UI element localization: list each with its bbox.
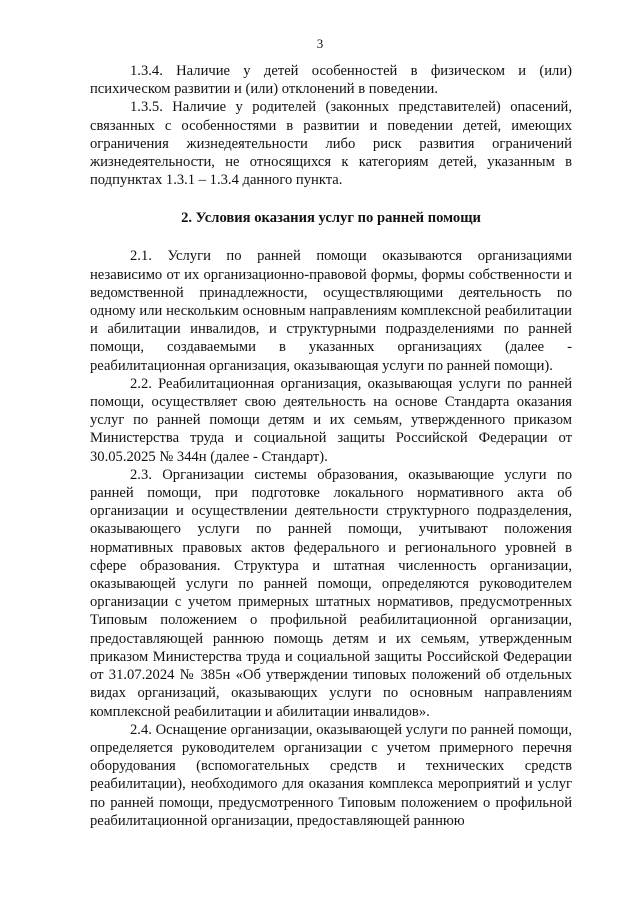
paragraph-2-1: 2.1. Услуги по ранней помощи оказываются организациями независимо от их организационно-правовой формы, формы собственности и ведомственной принадлежности, осуществляющими деятельность по одному или нескольким основным направлениям комплексной реабилитации и абилитации инвалидов, и структурными подразделениями по ранней помощи, создаваемыми в указанных организациях (далее - реабилитационная организация, оказывающая услуги по ранней помощи). — [90, 248, 572, 374]
paragraph-1-3-4: 1.3.4. Наличие у детей особенностей в физическом и (или) психическом развитии и (или) отклонений в поведении. — [90, 63, 572, 98]
paragraph-2-3: 2.3. Организации системы образования, оказывающие услуги по ранней помощи, при подготовке локального нормативного акта об организации и осуществлении деятельности структурного подразделения, оказывающего услуги по ранней помощи, учитывают положения нормативных правовых актов федерального и регионального уровней в сфере образования. Структура и штатная численность организации, оказывающей услуги по ранней помощи, определяются руководителем организации с учетом примерных штатных нормативов, предусмотренных Типовым положением о профильной реабилитационной организации, предоставляющей раннюю помощь детям и их семьям, утвержденным приказом Министерства труда и социальной защиты Российской Федерации от 31.07.2024 № 385н «Об утверждении типовых положений об отдельных видах организаций, оказывающих услуги по основным направлениям комплексной реабилитации и абилитации инвалидов». — [90, 466, 572, 720]
paragraph-2-4: 2.4. Оснащение организации, оказывающей услуги по ранней помощи, определяется руководителем организации с учетом примерного перечня оборудования (вспомогательных средств и технических средств реабилитации), необходимого для оказания комплекса мероприятий и услуг по ранней помощи, предусмотренного Типовым положением о профильной реабилитационной организации, предоставляющей раннюю — [90, 721, 572, 829]
page-number: 3 — [316, 36, 324, 51]
paragraph-1-3-5: 1.3.5. Наличие у родителей (законных представителей) опасений, связанных с особенностями в развитии и поведении детей, имеющих ограничения жизнедеятельности либо риск развития ограничений жизнедеятельности, не относящихся к категориям детей, указанным в подпунктах 1.3.1 – 1.3.4 данного пункта. — [90, 99, 572, 189]
paragraph-2-2: 2.2. Реабилитационная организация, оказывающая услуги по ранней помощи, осуществляет свою деятельность на основе Стандарта оказания услуг по ранней помощи детям и их семьям, утвержденного приказом Министерства труда и социальной защиты Российской Федерации от 30.05.2025 № 344н (далее - Стандарт). — [90, 375, 572, 465]
document-body — [90, 62, 572, 830]
section-heading: 2. Условия оказания услуг по ранней помощи — [181, 210, 481, 227]
